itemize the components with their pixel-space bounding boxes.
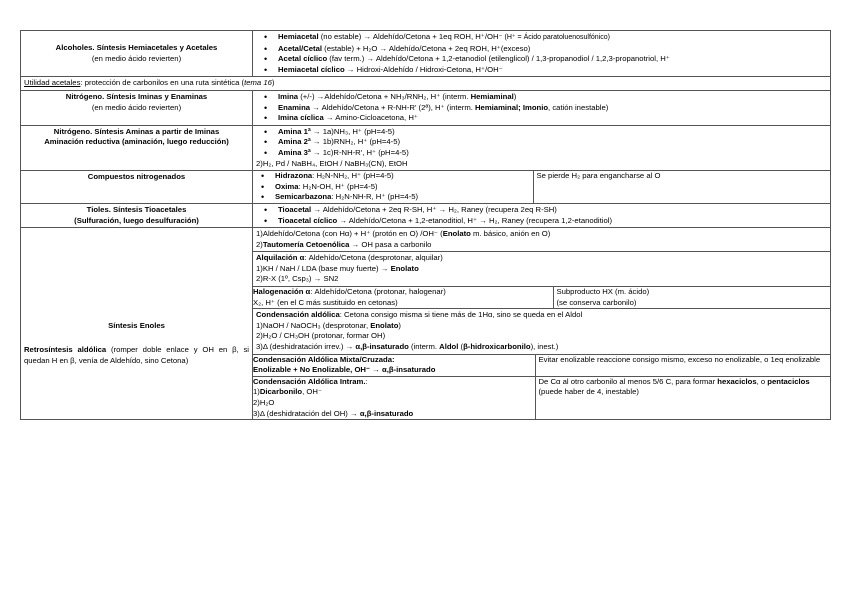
utilidad-cell (21, 77, 831, 91)
item-bold: Amina 2ª (278, 137, 311, 147)
list-item (275, 182, 533, 193)
text: 2)H₂O (253, 398, 275, 407)
compuestos-content-cell (253, 171, 831, 204)
alquilacion-block (253, 251, 830, 286)
text-bold: Tautomería Cetoenólica (262, 239, 350, 249)
list-item (278, 92, 827, 103)
aminas-step2: 2)H₂, Pd / NaBH₄, EtOH / NaBH₃(CN), EtOH (256, 158, 408, 168)
text: : (365, 376, 368, 386)
item-bold: Tioacetal (278, 204, 312, 214)
item-text: (+/-) →Aldehído/Cetona + NH₃/RNH₂, H⁺ (interm. (298, 91, 471, 101)
halogenacion-note (553, 287, 830, 309)
tioles-title-cell (21, 203, 253, 227)
item-bold: Imina cíclica (278, 113, 324, 123)
item-text: → 1a)NH₃, H⁺ (pH=4-5) (310, 126, 395, 136)
item-bold: Imina (278, 91, 299, 101)
alcoholes-content-cell (253, 31, 831, 77)
mixta-left (253, 354, 535, 376)
text: X₂, H⁺ (en el C más sustituido en cetonas) (253, 297, 398, 307)
item-text: (estable) + H₂O → Aldehído/Cetona + 2eq ROH, H⁺(exceso) (322, 43, 531, 53)
row-nitrogeno-aminas (21, 125, 831, 170)
item-bold: Amina 3ª (278, 147, 311, 157)
text: (puede haber de 4, inestable) (538, 387, 639, 397)
text-bold: Alquilación α (256, 253, 305, 263)
list-item (278, 216, 827, 227)
text-bold: Condensación Aldólica Mixta/Cruzada: (253, 354, 395, 364)
item-bold: Hemiaminal (470, 91, 514, 101)
list-item (275, 192, 533, 203)
text-bold: Condensación Aldólica Intram. (253, 376, 366, 386)
item-bold: Hemiaminal; Imonio (475, 102, 549, 112)
enoles-title-cell (21, 228, 253, 420)
text-bold: Aldol (439, 342, 459, 352)
text: Evitar enolizable reaccione consigo mismo, exceso no enolizable, o 1eq enolizable (538, 354, 821, 364)
row-utilidad (21, 77, 831, 91)
list-item (278, 54, 827, 65)
list-item (278, 205, 827, 216)
compuestos-list (253, 171, 533, 203)
item-text: → Aldehído/Cetona + 1,2-etanoditiol, H⁺ → H₂, Raney (recupera 1,2-etanoditiol) (337, 215, 613, 225)
tioles-content-cell (253, 203, 831, 227)
utilidad-label: Utilidad acetales (24, 78, 81, 88)
item-text: → 1c)R-NH-R', H⁺ (pH=4-5) (310, 147, 409, 157)
list-item (278, 137, 827, 148)
condensacion-block (253, 308, 830, 353)
text: Subproducto HX (m. ácido) (556, 287, 650, 297)
item-bold: Amina 1ª (278, 126, 311, 136)
item-text: : H₂N-OH, H⁺ (pH=4-5) (298, 181, 378, 191)
text-bold: Halogenación α (253, 287, 311, 297)
item-text: (no estable) → Aldehído/Cetona + 1eq ROH, H⁺/OH⁻ (318, 32, 503, 41)
item-text: → Aldehído/Cetona + R-NH-R' (2ª), H⁺ (interm. (310, 102, 475, 112)
text: 1)NaOH / NaOCH₃ (desprotonar, (256, 320, 371, 330)
enolato-block (253, 228, 830, 251)
text: → OH pasa a carbonilo (349, 239, 432, 249)
text-bold: α,β-insaturado (355, 342, 409, 352)
summary-table (20, 30, 831, 420)
aminas-list (256, 127, 827, 159)
item-bold: Acetal cíclico (278, 54, 328, 64)
list-item (278, 32, 827, 44)
item-text: , catión inestable) (548, 102, 609, 112)
text-bold: Enolizable + No Enolizable, OH⁻ → α,β-insaturado (253, 365, 436, 375)
list-item (278, 148, 827, 159)
text: 2) (256, 239, 263, 249)
text: 1) (253, 387, 260, 397)
list-item (278, 113, 827, 124)
item-text: → 1b)RNH₂, H⁺ (pH=4-5) (310, 137, 401, 147)
tioles-subtitle: (Sulfuración, luego desulfuración) (74, 215, 199, 225)
aminas-title-cell (21, 125, 253, 170)
text-bold: pentaciclos (767, 376, 810, 386)
text-bold: α,β-insaturado (359, 408, 414, 418)
text-bold: Dicarbonilo (259, 387, 303, 397)
item-text: → Aldehído/Cetona + 2eq R-SH, H⁺ → H₂, Raney (recupera 2eq R-SH) (311, 204, 557, 214)
enoles-title: Síntesis Enoles (108, 320, 165, 330)
text: 2)H₂O / CH₃OH (protonar, formar OH) (256, 331, 386, 341)
list-item (278, 103, 827, 114)
text: 3)Δ (deshidratación del OH) → (253, 408, 360, 418)
list-item (278, 65, 827, 76)
aminas-title: Nitrógeno. Síntesis Aminas a partir de Iminas (53, 126, 220, 136)
aminas-content-cell (253, 125, 831, 170)
compuestos-title: Compuestos nitrogenados (87, 172, 186, 182)
compuestos-title-cell (21, 171, 253, 204)
utilidad-text: : protección de carbonilos en una ruta sintética ( (80, 78, 245, 88)
item-bold: Hemiacetal cíclico (278, 64, 345, 74)
text: : Aldehído/Cetona (desprotonar, alquilar) (304, 253, 443, 263)
text: ( (458, 342, 464, 352)
text-bold: Enolato (370, 320, 399, 330)
compuestos-note: Se pierde H₂ para engancharse al O (536, 171, 661, 181)
aminas-title2: Aminación reductiva (aminación, luego reducción) (44, 137, 229, 147)
tioles-list (256, 205, 827, 226)
text: De Cα al otro carbonilo al menos 5/6 C, para formar (538, 376, 718, 386)
alcoholes-title: Alcoholes. Síntesis Hemiacetales y Acetales (55, 43, 218, 53)
intram-left (253, 376, 535, 419)
utilidad-ref: tema 16 (244, 78, 272, 88)
retro-bold: Retrosíntesis aldólica (24, 345, 107, 355)
item-bold: Tioacetal cíclico (278, 215, 338, 225)
text: 3)Δ (deshidratación irrev.) → (256, 342, 356, 352)
text-bold: Enolato (390, 263, 419, 273)
list-item (275, 171, 533, 182)
row-compuestos (21, 171, 831, 204)
item-text: : H₂N-NH₂, H⁺ (pH=4-5) (312, 171, 394, 181)
row-tioles (21, 203, 831, 227)
utilidad-end: ) (271, 78, 275, 88)
iminas-content-cell (253, 90, 831, 125)
alcoholes-subtitle: (en medio ácido revierten) (91, 53, 182, 63)
mixta-block (253, 354, 830, 376)
intram-block (253, 376, 830, 419)
iminas-title: Nitrógeno. Síntesis Iminas y Enaminas (65, 91, 208, 101)
tioles-title: Tioles. Síntesis Tioacetales (86, 204, 187, 214)
text: (interm. (408, 342, 440, 352)
text: , OH⁻ (302, 387, 323, 397)
text: : Cetona consigo misma si tiene más de 1Hα, sino se queda en el Aldol (339, 310, 583, 320)
item-bold: Enamina (278, 102, 311, 112)
text: m. básico, anión en O) (470, 229, 551, 239)
item-bold: Semicarbazona (275, 192, 332, 202)
text: ), inest.) (530, 342, 559, 352)
text: : Aldehído/Cetona (protonar, halogenar) (310, 287, 446, 297)
item-bold: Oxima (275, 181, 299, 191)
compuestos-note-cell (533, 171, 830, 203)
row-alcoholes (21, 31, 831, 77)
item-text: → Amino-Cicloacetona, H⁺ (323, 113, 418, 123)
text: 2)R-X (1º, Csp₃) → SN2 (256, 274, 339, 284)
retrosintesis-note (24, 345, 249, 366)
item-text: : H₂N-NH-R, H⁺ (pH=4-5) (331, 192, 419, 202)
text-bold: Condensación aldólica (256, 310, 340, 320)
compuestos-inner (253, 171, 830, 203)
item-bold: Hidrazona (275, 171, 313, 181)
text: 1)Aldehído/Cetona (con Hα) + H⁺ (protón en O) /OH⁻ ( (256, 229, 443, 239)
iminas-list (256, 92, 827, 124)
item-text: → Hidroxi-Aldehído / Hidroxi-Cetona, H⁺/OH⁻ (344, 64, 503, 74)
row-nitrogeno-iminas (21, 90, 831, 125)
text-bold: hexaciclos (717, 376, 757, 386)
retro-text: (romper doble enlace y OH en β, si quedan H en β, venía de Aldehído, sino Cetona) (24, 345, 249, 365)
item-text: (fav term.) → Aldehído/Cetona + 1,2-etanodiol (etilenglicol) / 1,3-propanodiol / 1,2,3-propanotriol, H⁺ (327, 54, 670, 64)
intram-note (535, 376, 830, 419)
item-text: ) (513, 91, 517, 101)
text-bold: β-hidroxicarbonilo (463, 342, 531, 352)
iminas-subtitle: (en medio ácido revierten) (91, 102, 182, 112)
halogenacion-block (253, 286, 830, 308)
alcoholes-list (256, 32, 827, 75)
list-item (278, 127, 827, 138)
halogenacion-left (253, 287, 553, 309)
text-bold: Enolato (442, 229, 471, 239)
row-enoles (21, 228, 831, 420)
item-hint: (H⁺ = Ácido paratoluenosulfónico) (502, 34, 610, 41)
mixta-note (535, 354, 830, 376)
text: (se conserva carbonilo) (556, 297, 637, 307)
text: 1)KH / NaH / LDA (base muy fuerte) → (256, 263, 391, 273)
item-bold: Hemiacetal (278, 32, 319, 41)
iminas-title-cell (21, 90, 253, 125)
list-item (278, 44, 827, 55)
text: ) (398, 320, 401, 330)
enoles-content-cell (253, 228, 831, 420)
alcoholes-title-cell (21, 31, 253, 77)
item-bold: Acetal/Cetal (278, 43, 323, 53)
compuestos-list-cell (253, 171, 533, 203)
text: , o (756, 376, 768, 386)
